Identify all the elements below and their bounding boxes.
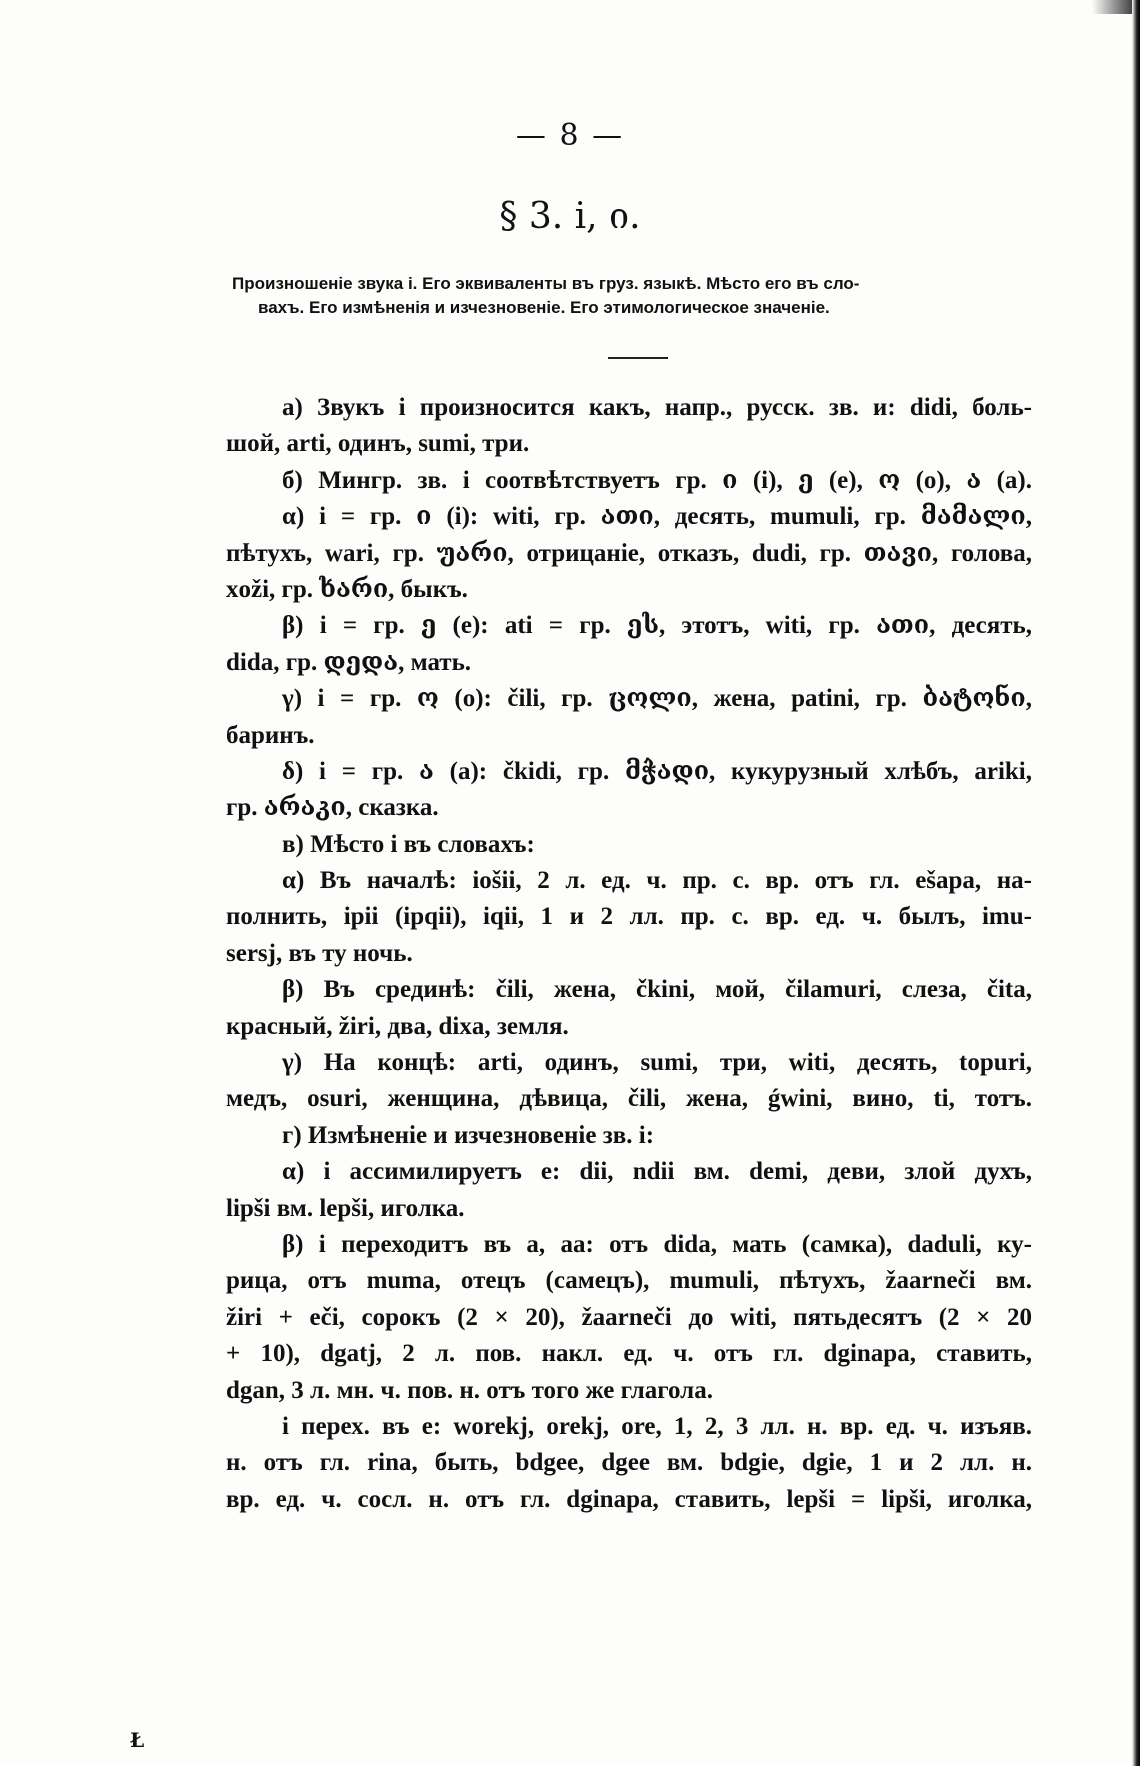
text-line: красный, žiri, два, dixa, земля.: [226, 1012, 569, 1040]
text-line: α) i ассимилируетъ e: dii, ndii вм. demi, деви, злой духъ,: [282, 1158, 1032, 1186]
text-line: γ) На концѣ: arti, одинъ, sumi, три, witi, десять, topuri,: [282, 1049, 1032, 1077]
text-line: α) Въ началѣ: iošii, 2 л. ед. ч. пр. с. вр. отъ гл. ešapa, на-: [282, 867, 1032, 895]
page-number: — 8 —: [515, 118, 625, 153]
text-line: γ) i = гр. ო (o): čili, гр. ცოლი, жена, patini, гр. ბატონი,: [282, 685, 1032, 713]
text-line: в) Мѣсто i въ словахъ:: [282, 830, 535, 858]
text-line: i перех. въ e: worekj, orekj, ore, 1, 2, 3 лл. н. вр. ед. ч. изъяв.: [282, 1412, 1032, 1440]
text-line: медъ, osuri, женщина, дѣвица, čili, жена, ǵwini, вино, ti, тотъ.: [226, 1085, 1032, 1113]
body-text: [226, 390, 1032, 1518]
text-line: полнить, ipii (ipqii), iqii, 1 и 2 лл. пр. с. вр. ед. ч. былъ, imu-: [226, 903, 1032, 931]
text-line: вр. ед. ч. сосл. н. отъ гл. dginapa, ставить, lepši = lipši, иголка,: [226, 1485, 1032, 1513]
text-line: б) Мингр. зв. i соотвѣтствуетъ гр. ი (i), ე (e), ო (o), ა (a).: [282, 466, 1033, 494]
text-line: β) i переходитъ въ a, aa: отъ dida, мать (самка), daduli, ку-: [282, 1230, 1032, 1258]
text-line: dida, гр. დედა, мать.: [226, 648, 472, 676]
text-line: рица, отъ muma, отецъ (самецъ), mumuli, пѣтухъ, žaarneči вм.: [226, 1267, 1032, 1295]
text-line: баринъ.: [226, 721, 315, 749]
text-line: + 10), dgatj, 2 л. пов. накл. ед. ч. отъ гл. dginapa, ставить,: [226, 1340, 1032, 1368]
text-line: шой, arti, одинъ, sumi, три.: [226, 430, 530, 458]
text-line: пѣтухъ, wari, гр. უარი, отрицаніе, отказъ, dudi, гр. თავი, голова,: [226, 539, 1032, 567]
section-title: § 3. i, ი.: [499, 196, 641, 237]
abstract-line: Произношеніе звука i. Его эквиваленты въ груз. языкѣ. Мѣсто его въ сло-: [232, 274, 860, 293]
page-corner-shadow: [1092, 0, 1132, 14]
text-line: α) i = гр. ი (i): witi, гр. ათი, десять, mumuli, гр. მამალი,: [282, 503, 1032, 531]
text-line: г) Измѣненіе и изчезновеніе зв. i:: [282, 1121, 655, 1149]
section-abstract: [232, 272, 1028, 320]
text-line: β) Въ срединѣ: čili, жена, čkini, мой, čilamuri, слеза, čita,: [282, 976, 1032, 1004]
text-line: xoži, гр. ხარი, быкъ.: [226, 575, 468, 603]
corner-mark: Ł: [130, 1728, 145, 1752]
text-line: lipši вм. lepši, иголка.: [226, 1194, 465, 1222]
abstract-line: вахъ. Его измѣненія и изчезновеніе. Его этимологическое значеніе.: [258, 298, 830, 317]
text-line: н. отъ гл. rina, быть, bdgee, dgee вм. bdgie, dgie, 1 и 2 лл. н.: [226, 1449, 1032, 1477]
text-line: а) Звукъ i произносится какъ, напр., русск. зв. и: didi, боль-: [282, 394, 1032, 421]
page-edge-shadow: [1132, 0, 1140, 1766]
text-line: β) i = гр. ე (e): ati = гр. ეს, этотъ, witi, гр. ათი, десять,: [282, 612, 1032, 640]
section-divider: [608, 357, 668, 359]
text-line: žiri + eči, сорокъ (2 × 20), žaarneči до witi, пятьдесятъ (2 × 20: [226, 1303, 1032, 1331]
text-line: sersj, въ ту ночь.: [226, 939, 413, 967]
text-line: гр. არაკი, сказка.: [226, 794, 439, 822]
text-line: dgan, 3 л. мн. ч. пов. н. отъ того же глагола.: [226, 1376, 713, 1404]
text-line: δ) i = гр. ა (a): čkidi, гр. მჭადი, кукурузный хлѣбъ, ariki,: [282, 757, 1032, 785]
